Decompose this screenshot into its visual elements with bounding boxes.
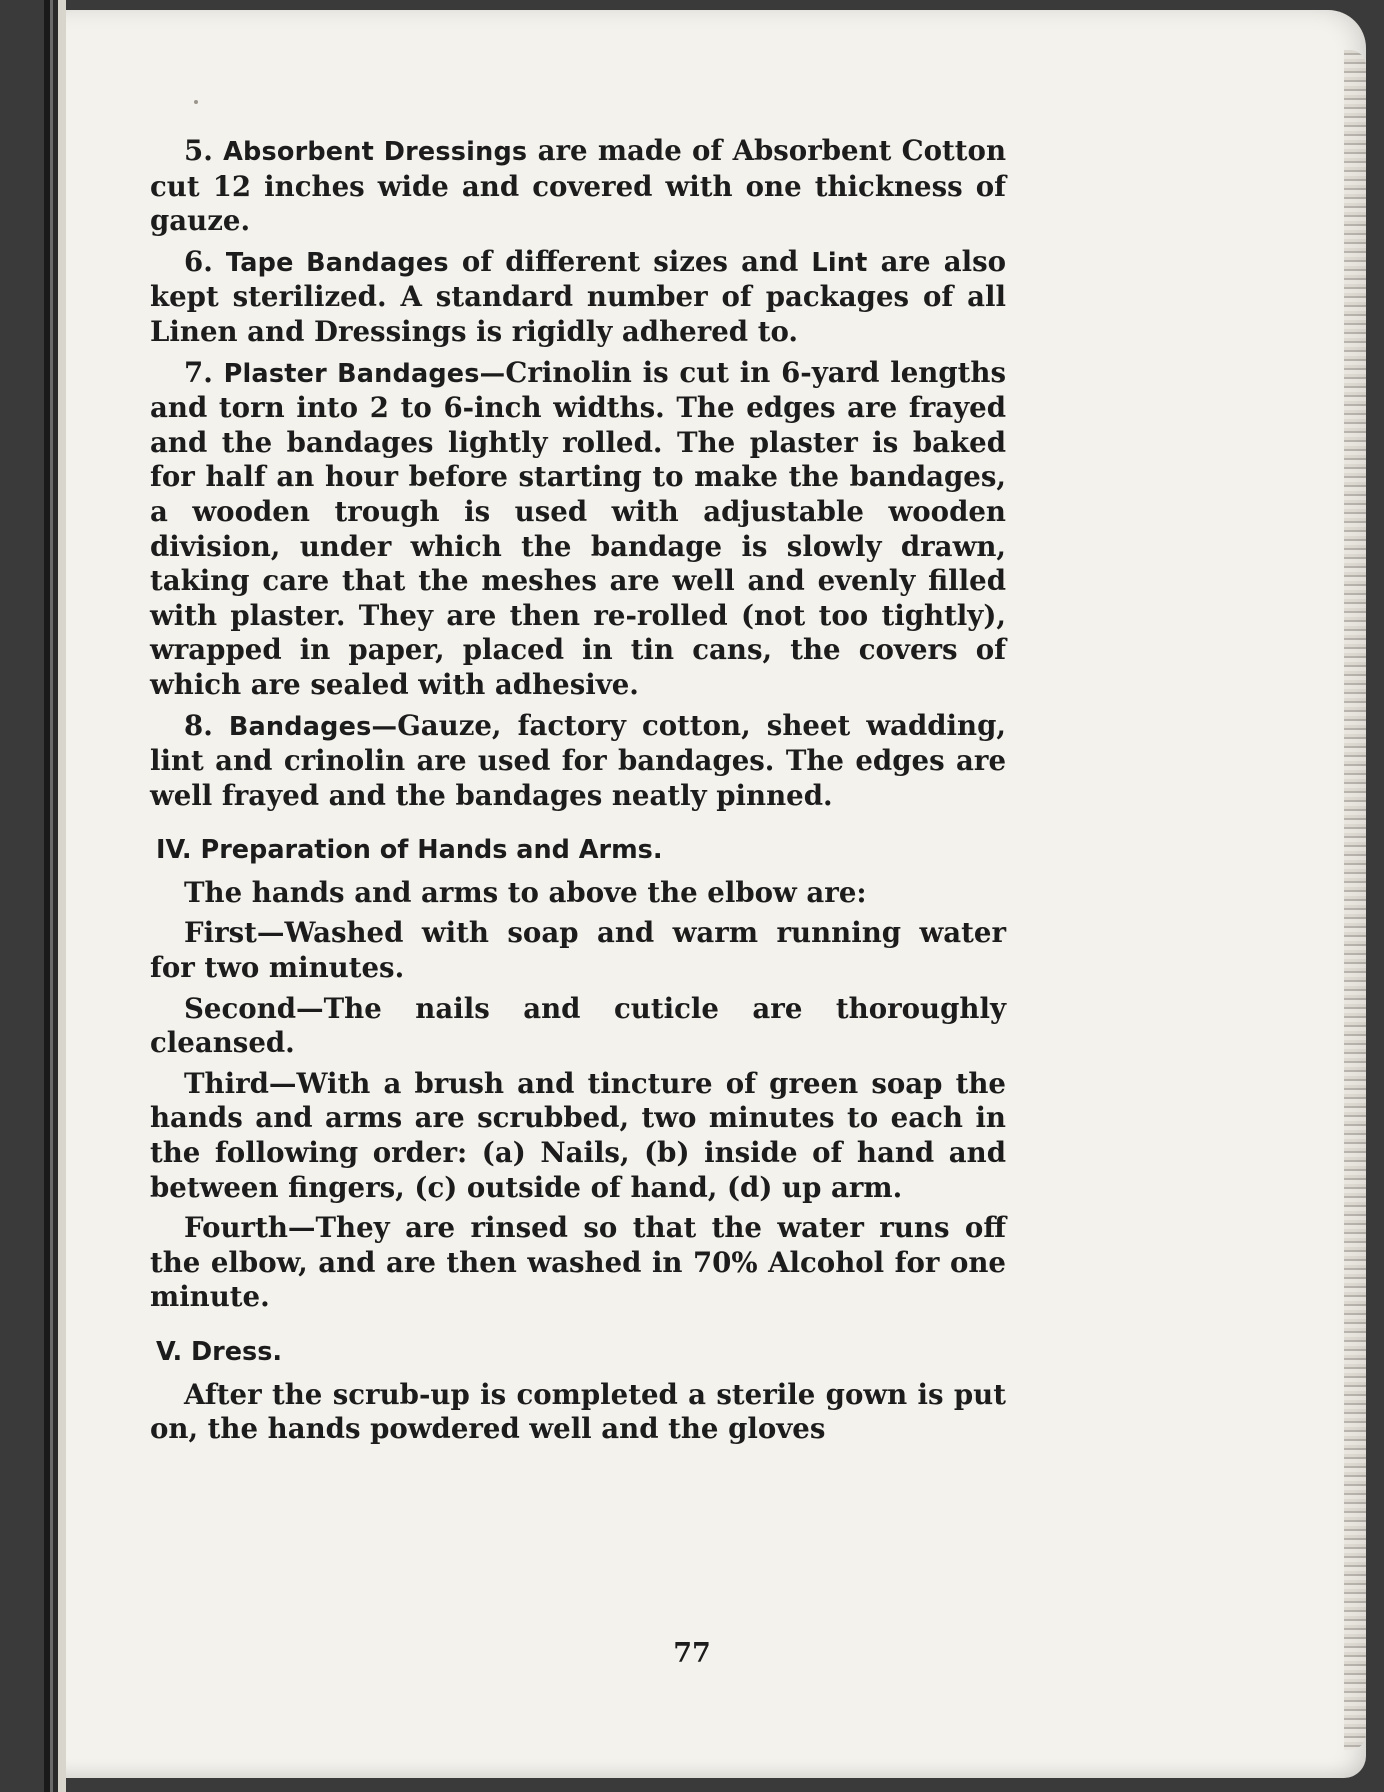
- paragraph-7: [150, 356, 1006, 703]
- paragraph-5: [150, 134, 1006, 239]
- section-heading-v: V. Dress.: [156, 1337, 283, 1367]
- step-first: First—Washed with soap and warm running water for two minutes.: [150, 916, 1006, 985]
- step-third: Third—With a brush and tincture of green soap the hands and arms are scrubbed, two minutes to each in the following order: (a) Nails, (b) inside of hand and between fingers, (c) outside of hand, (d) up arm.: [150, 1066, 1006, 1204]
- paragraph-mid: of different sizes and: [448, 244, 812, 278]
- step-fourth: Fourth—They are rinsed so that the water runs off the elbow, and are then washed in 70% Alcohol for one minute.: [150, 1211, 1006, 1314]
- section-heading-iv: IV. Preparation of Hands and Arms.: [156, 835, 663, 866]
- section-iv-intro: The hands and arms to above the elbow are:: [184, 875, 867, 909]
- paragraph-6: [150, 245, 1006, 350]
- section-v-body: After the scrub-up is completed a sterile gown is put on, the hands powdered well and the gloves: [150, 1377, 1006, 1446]
- paragraph-body: are also kept sterilized. A standard number of packages of all Linen and Dressings is rigidly adhered to.: [150, 244, 1007, 348]
- paragraph-number: 7.: [184, 355, 213, 389]
- step-second: Second—The nails and cuticle are thoroughly cleansed.: [150, 991, 1006, 1060]
- paragraph-8: [150, 709, 1006, 814]
- paragraph-body: Crinolin is cut in 6-yard lengths and torn into 2 to 6-inch widths. The edges are frayed and the bandages lightly rolled. The plaster is baked for half an hour before starting to make the bandages, a wooden trough is used with adjustable wooden division, under which the bandage is slowly drawn, taking care that the meshes are well and evenly filled with plaster. They are then re-rolled (not too tightly), wrapped in paper, placed in tin cans, the covers of which are sealed with adhesive.: [150, 355, 1006, 701]
- paragraph-number: 6.: [184, 244, 213, 278]
- text-body: [150, 134, 1006, 1453]
- paragraph-heading: Bandages—: [228, 711, 398, 742]
- page-number: 77: [673, 1638, 711, 1669]
- paragraph-heading: Absorbent Dressings: [223, 137, 528, 167]
- paragraph-number: 5.: [184, 134, 213, 167]
- margin-speck: [194, 100, 198, 104]
- paragraph-heading: Tape Bandages: [225, 247, 449, 278]
- paragraph-body: Gauze, factory cotton, sheet wadding, lint and crinolin are used for bandages. The edges are well frayed and the bandages neatly pinned.: [150, 708, 1006, 812]
- page-edge: [1344, 50, 1366, 1750]
- paragraph-heading-2: Lint: [811, 247, 868, 278]
- paragraph-heading: Plaster Bandages—: [223, 358, 506, 389]
- paragraph-number: 8.: [184, 708, 213, 742]
- paragraph-body: are made of Absorbent Cotton cut 12 inches wide and covered with one thickness of gauze.: [150, 134, 1006, 238]
- book-binding: [44, 0, 66, 1792]
